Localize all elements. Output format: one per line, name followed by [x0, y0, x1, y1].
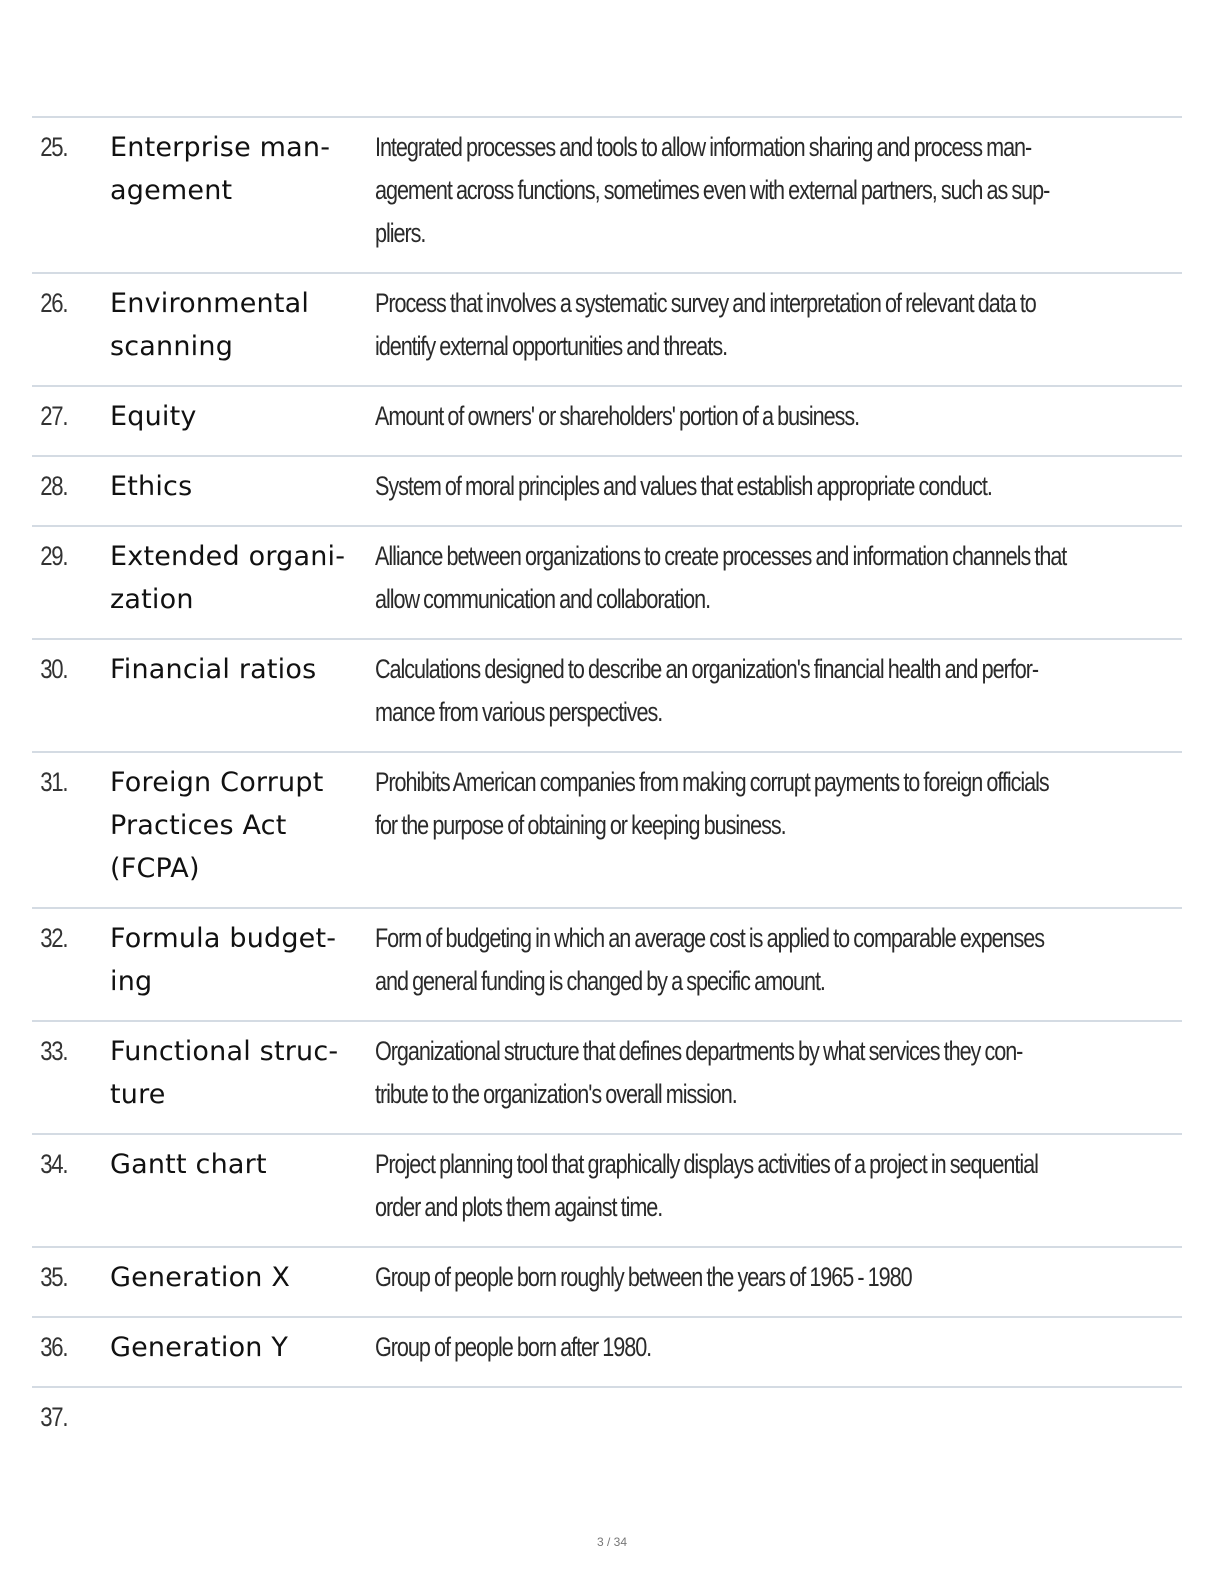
entry-definition: Project planning tool that graphically displays activities of a project in sequential order and plots them against time.: [375, 1149, 1038, 1222]
entry-number: 25.: [40, 132, 68, 162]
entry-term: Financial ratios: [110, 654, 317, 685]
glossary-row: [32, 909, 1182, 1022]
glossary-row: [32, 1248, 1182, 1318]
entry-number: 34.: [40, 1149, 68, 1179]
page-number: 3 / 34: [596, 1535, 628, 1549]
entry-number: 27.: [40, 401, 68, 431]
entry-definition: Process that involves a systematic survey and interpretation of relevant data to identify external opportunities and threats.: [375, 288, 1036, 361]
entry-definition: System of moral principles and values that establish appropriate conduct.: [375, 471, 992, 501]
entry-term: Extended organi- zation: [110, 541, 346, 615]
entry-term: [110, 1396, 375, 1439]
glossary-row: [32, 640, 1182, 753]
glossary-row: [32, 527, 1182, 640]
entry-term: Enterprise man- agement: [110, 132, 331, 206]
entry-number: 29.: [40, 541, 68, 571]
entry-number: 36.: [40, 1332, 68, 1362]
entry-definition: [375, 1396, 1182, 1439]
entry-definition: Prohibits American companies from making corrupt payments to foreign officials for the purpose of obtaining or keeping business.: [375, 767, 1049, 840]
glossary-row: [32, 457, 1182, 527]
entry-term: Formula budget- ing: [110, 923, 337, 997]
entry-number: 37.: [40, 1402, 68, 1432]
glossary-row: [32, 1022, 1182, 1135]
entry-number: 32.: [40, 923, 68, 953]
glossary-row: [32, 1388, 1182, 1456]
entry-number: 33.: [40, 1036, 68, 1066]
entry-definition: Alliance between organizations to create processes and information channels that allow communication and collaboration.: [375, 541, 1067, 614]
entry-number: 30.: [40, 654, 68, 684]
glossary-table: [32, 116, 1182, 1456]
entry-term: Generation X: [110, 1262, 291, 1293]
glossary-row: [32, 274, 1182, 387]
entry-number: 31.: [40, 767, 68, 797]
entry-definition: Organizational structure that defines departments by what services they con- tribute to the organization's overall mission.: [375, 1036, 1023, 1109]
entry-definition: Calculations designed to describe an organization's financial health and perfor- mance from various perspectives.: [375, 654, 1038, 727]
entry-number: 35.: [40, 1262, 68, 1292]
entry-definition: Group of people born roughly between the years of 1965 - 1980: [375, 1262, 912, 1292]
entry-definition: Amount of owners' or shareholders' portion of a business.: [375, 401, 860, 431]
entry-definition: Form of budgeting in which an average cost is applied to comparable expenses and general funding is changed by a specific amount.: [375, 923, 1045, 996]
glossary-row: [32, 1135, 1182, 1248]
entry-definition: Integrated processes and tools to allow information sharing and process man- agement across functions, sometimes even with external partners, such as sup- pliers.: [375, 132, 1050, 248]
glossary-row: [32, 387, 1182, 457]
entry-term: Equity: [110, 401, 197, 432]
glossary-row: [32, 753, 1182, 909]
entry-term: Environmental scanning: [110, 288, 310, 362]
entry-number: 26.: [40, 288, 68, 318]
entry-term: Foreign Corrupt Practices Act (FCPA): [110, 767, 324, 884]
glossary-row: [32, 1318, 1182, 1388]
entry-term: Generation Y: [110, 1332, 289, 1363]
entry-term: Ethics: [110, 471, 193, 502]
entry-number: 28.: [40, 471, 68, 501]
entry-term: Gantt chart: [110, 1149, 267, 1180]
entry-term: Functional struc- ture: [110, 1036, 339, 1110]
entry-definition: Group of people born after 1980.: [375, 1332, 652, 1362]
glossary-row: [32, 118, 1182, 274]
